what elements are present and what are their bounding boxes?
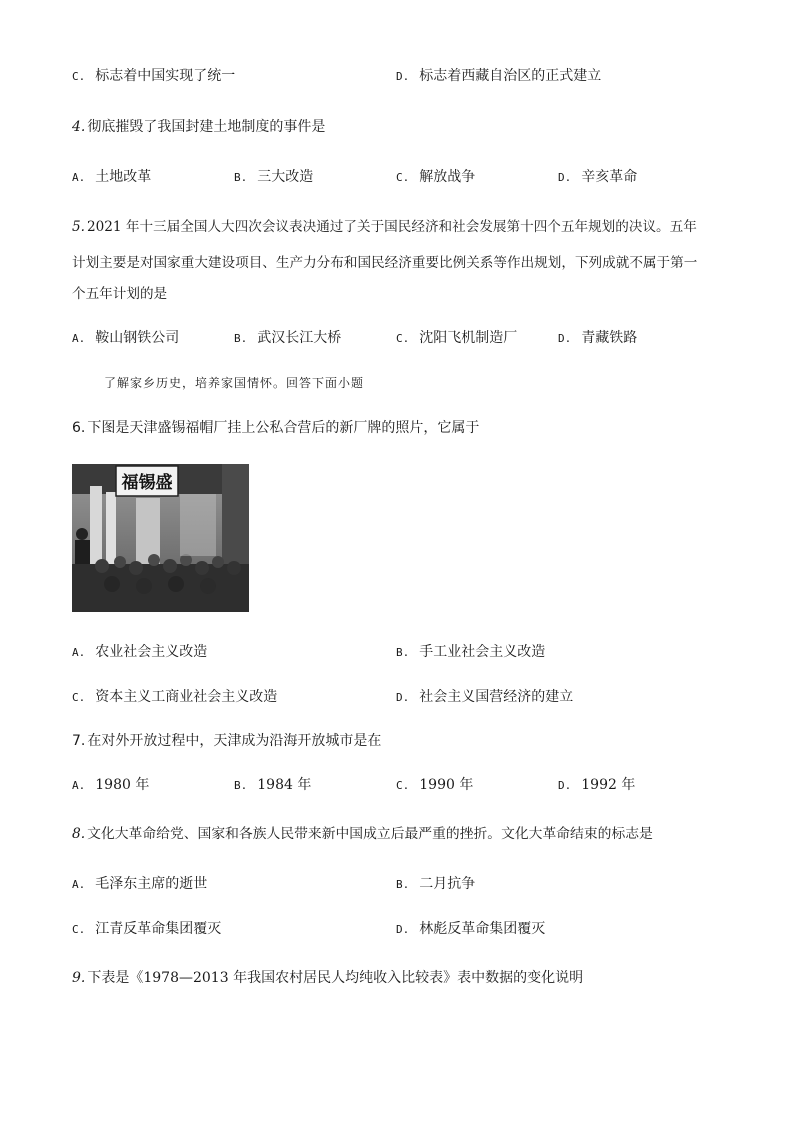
q4-stem (72, 117, 325, 137)
option-text: 农业社会主义改造 (95, 644, 208, 660)
option-text: 1984 年 (257, 777, 312, 793)
q5-option-a (72, 328, 179, 349)
q7-option-a (72, 775, 149, 796)
question-text: 下表是《1978—2013 年我国农村居民人均纯收入比较表》表中数据的变化说明 (87, 970, 584, 986)
q7-stem (72, 731, 381, 751)
question-number: 6. (72, 420, 86, 436)
option-letter: D. (558, 171, 572, 184)
option-text: 三大改造 (257, 169, 314, 185)
q7-option-c (396, 775, 473, 796)
option-text: 鞍山钢铁公司 (95, 330, 180, 346)
question-number: 8. (72, 826, 86, 842)
option-letter: A. (72, 171, 86, 184)
option-letter: D. (396, 691, 410, 704)
option-letter: B. (234, 779, 248, 792)
q4-option-b (234, 167, 313, 188)
option-letter: C. (72, 923, 86, 936)
option-text: 社会主义国营经济的建立 (419, 689, 574, 705)
option-text: 解放战争 (419, 169, 476, 185)
option-letter: A. (72, 332, 86, 345)
q9-stem (72, 968, 583, 988)
option-text: 手工业社会主义改造 (419, 644, 546, 660)
q8-option-a (72, 874, 207, 895)
option-text: 标志着中国实现了统一 (95, 68, 236, 84)
option-text: 1990 年 (419, 777, 474, 793)
question-text: 彻底摧毁了我国封建土地制度的事件是 (87, 119, 326, 135)
option-letter: D. (396, 923, 410, 936)
question-number: 7. (72, 733, 86, 749)
option-text: 青藏铁路 (581, 330, 638, 346)
q5-stem-line3: 个五年计划的是 (72, 286, 168, 302)
option-text: 沈阳飞机制造厂 (419, 330, 518, 346)
q7-option-d (558, 775, 635, 796)
option-letter: C. (396, 171, 410, 184)
q3-option-d (396, 66, 601, 87)
question-text: 文化大革命给党、国家和各族人民带来新中国成立后最严重的挫折。文化大革命结束的标志是 (87, 826, 653, 842)
q6-stem (72, 418, 479, 438)
option-letter: B. (396, 878, 410, 891)
option-letter: A. (72, 779, 86, 792)
option-letter: D. (558, 332, 572, 345)
option-text: 标志着西藏自治区的正式建立 (419, 68, 602, 84)
option-text: 资本主义工商业社会主义改造 (95, 689, 278, 705)
factory-sign-photo (72, 464, 249, 612)
q4-option-c (396, 167, 475, 188)
option-letter: D. (558, 779, 572, 792)
section-note: 了解家乡历史，培养家国情怀。回答下面小题 (104, 376, 365, 390)
option-letter: C. (396, 779, 410, 792)
option-text: 1980 年 (95, 777, 150, 793)
q4-option-a (72, 167, 151, 188)
option-text: 毛泽东主席的逝世 (95, 876, 208, 892)
option-text: 林彪反革命集团覆灭 (419, 921, 546, 937)
option-letter: A. (72, 646, 86, 659)
q5-option-c (396, 328, 517, 349)
q6-option-b (396, 642, 545, 663)
q8-option-d (396, 919, 545, 940)
question-text: 下图是天津盛锡福帽厂挂上公私合营后的新厂牌的照片，它属于 (87, 420, 480, 436)
q3-option-c (72, 66, 235, 87)
q5-stem-line1 (72, 217, 697, 237)
option-text: 1992 年 (581, 777, 636, 793)
option-letter: C. (396, 332, 410, 345)
photo-sign-text: 福锡盛 (121, 473, 173, 493)
option-text: 辛亥革命 (581, 169, 638, 185)
option-text: 土地改革 (95, 169, 152, 185)
photo-illustration (72, 464, 249, 612)
option-letter: A. (72, 878, 86, 891)
option-letter: B. (234, 332, 248, 345)
q5-stem-line2: 计划主要是对国家重大建设项目、生产力分布和国民经济重要比例关系等作出规划，下列成就不属于第一 (72, 255, 698, 271)
option-letter: B. (396, 646, 410, 659)
q8-stem (72, 824, 653, 844)
q6-option-c (72, 687, 277, 708)
option-letter: D. (396, 70, 410, 83)
q7-option-b (234, 775, 311, 796)
option-text: 武汉长江大桥 (257, 330, 342, 346)
option-text: 二月抗争 (419, 876, 476, 892)
option-text: 江青反革命集团覆灭 (95, 921, 222, 937)
q5-option-d (558, 328, 637, 349)
option-letter: C. (72, 691, 86, 704)
q5-option-b (234, 328, 341, 349)
q6-option-a (72, 642, 207, 663)
question-number: 9. (72, 970, 86, 986)
question-text: 在对外开放过程中，天津成为沿海开放城市是在 (87, 733, 382, 749)
question-number: 4. (72, 119, 86, 135)
option-letter: C. (72, 70, 86, 83)
q6-option-d (396, 687, 573, 708)
q8-option-b (396, 874, 475, 895)
q4-option-d (558, 167, 637, 188)
q8-option-c (72, 919, 221, 940)
question-number: 5. (72, 219, 85, 235)
question-text: 2021 年十三届全国人大四次会议表决通过了关于国民经济和社会发展第十四个五年规划的决议。五年 (86, 219, 697, 235)
option-letter: B. (234, 171, 248, 184)
